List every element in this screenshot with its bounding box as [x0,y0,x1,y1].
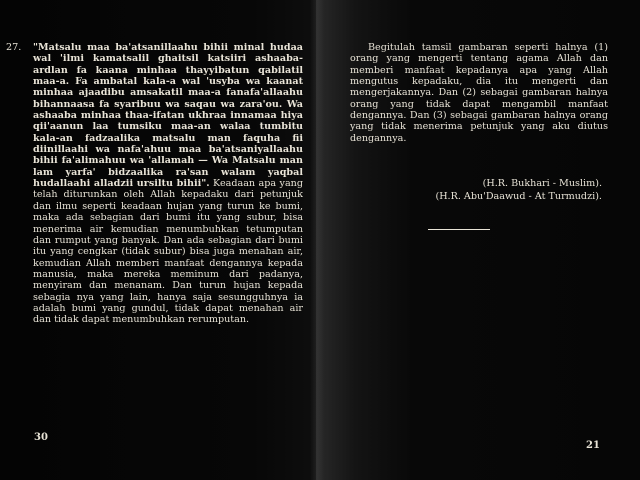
hadith-number: 27. [6,42,22,53]
right-page [316,0,640,480]
left-page-number: 30 [34,432,48,443]
book-gutter [310,0,324,480]
left-page [0,0,316,480]
section-divider [428,229,490,230]
hadith-translation: Keadaan apa yang telah diturunkan oleh Allah kepadaku dari petunjuk dan ilmu seperti keadaan hujan yang turun ke bumi, maka ada sebagian dari bumi itu yang subur, bisa menerima air kemudian menumbuhkan tetumputan dan rumput yang banyak. Dan ada sebagian dari bumi itu yang cengkar (tidak subur) bisa juga menahan air, kemudian Allah memberi manfaat dengannya kepada manusia, maka mereka meminum dari padanya, menyiram dan menanam. Dan turun hujan kepada sebagia nya yang lain, hanya saja sesungguhnya ia adalah bumi yang gundul, tidak dapat menahan air dan tidak dapat menumbuhkan rerumputan. [33,178,303,326]
hadith-transliteration: "Matsalu maa ba'atsanillaahu bihii minal hudaa wal 'ilmi kamatsalil ghaitsil katsiiri ashaaba-ardlan fa kaana minhaa thayyibatun qabilatil maa-a. Fa ambatal kala-a wal 'usyba wa kaanat minhaa ajaadibu amsakatil maa-a fanafa'allaahu bihannaasa fa syaribuu wa saqau wa zara'ou. Wa ashaaba minhaa thaa-ifatan ukhraa innamaa hiya qii'aanun laa tumsiku maa-an walaa tumbitu kala-an fadzaalika matsalu man faquha fii diinillaahi wa nafa'ahuu maa ba'atsaniyallaahu bihii fa'alimahuu wa 'allamah — Wa Matsalu man lam yarfa' bidzaalika ra'san walam yaqbal hudallaahi alladzii ursiltu bihii". [33,42,303,190]
hadith-block [6,42,303,326]
right-page-number: 21 [586,440,600,451]
hadith-source-1: (H.R. Bukhari - Muslim). [482,178,602,189]
hadith-source-2: (H.R. Abu'Daawud - At Turmudzi). [435,191,602,202]
explanation-block [350,42,608,144]
explanation-paragraph: Begitulah tamsil gambaran seperti halnya (1) orang yang mengerti tentang agama Allah dan memberi manfaat kepadanya apa yang Allah mengutus kepadaku, dia itu mengerti dan mengerjakannya. Dan (2) sebagai gambaran halnya orang yang tidak dapat mengambil manfaat dengannya. Dan (3) sebagai gambaran halnya orang yang tidak menerima petunjuk yang aku diutus dengannya. [350,42,608,144]
